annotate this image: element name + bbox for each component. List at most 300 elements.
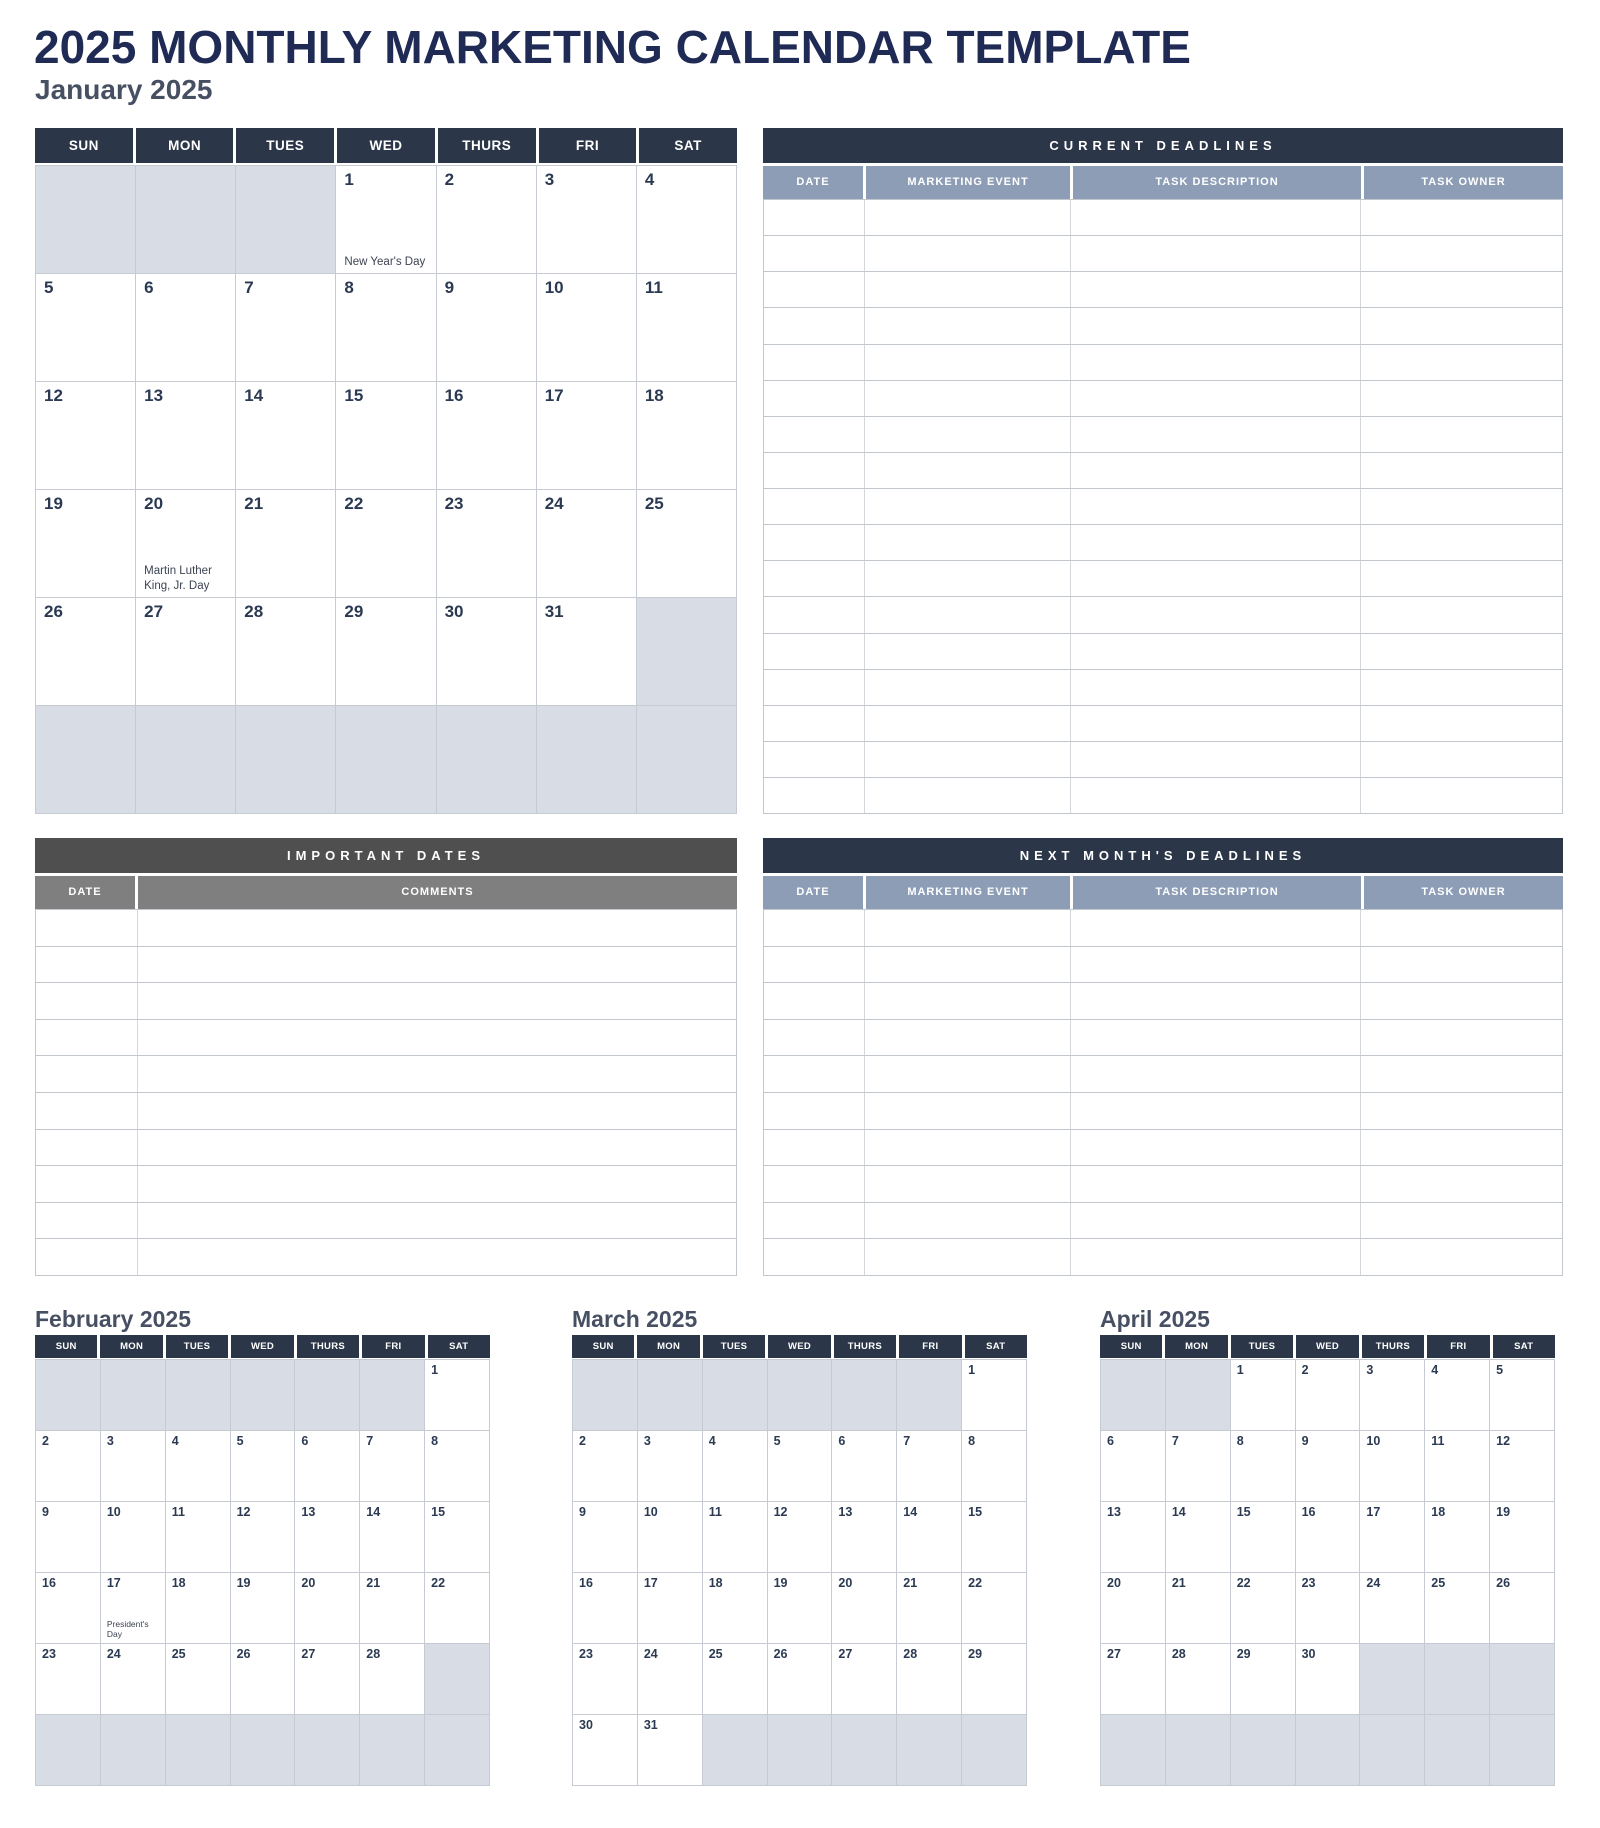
day-cell-13[interactable] — [832, 1502, 896, 1572]
empty-cell[interactable] — [1361, 947, 1562, 983]
empty-cell[interactable] — [764, 597, 865, 632]
day-cell-13[interactable] — [295, 1502, 359, 1572]
day-cell-11[interactable] — [703, 1502, 767, 1572]
empty-cell[interactable] — [36, 1056, 138, 1092]
empty-cell[interactable] — [1071, 910, 1361, 946]
blank-day-cell[interactable] — [1490, 1644, 1554, 1714]
day-cell-23[interactable] — [36, 1644, 100, 1714]
day-cell-2[interactable] — [437, 166, 536, 273]
day-cell-19[interactable] — [231, 1573, 295, 1643]
empty-cell[interactable] — [138, 1093, 736, 1129]
day-cell-2[interactable] — [36, 1431, 100, 1501]
day-cell-7[interactable] — [897, 1431, 961, 1501]
blank-day-cell[interactable] — [1166, 1715, 1230, 1785]
day-number: 19 — [773, 1576, 788, 1590]
empty-cell[interactable] — [1361, 417, 1562, 452]
day-cell-10[interactable] — [537, 274, 636, 381]
empty-cell[interactable] — [1071, 561, 1361, 596]
empty-cell[interactable] — [764, 778, 865, 813]
day-cell-17[interactable] — [537, 382, 636, 489]
blank-day-cell[interactable] — [637, 598, 736, 705]
day-cell-14[interactable] — [897, 1502, 961, 1572]
blank-day-cell[interactable] — [236, 166, 335, 273]
empty-cell[interactable] — [1071, 200, 1361, 235]
empty-cell[interactable] — [865, 1130, 1071, 1166]
empty-cell[interactable] — [36, 910, 138, 946]
day-cell-15[interactable] — [1231, 1502, 1295, 1572]
day-cell-4[interactable] — [1425, 1360, 1489, 1430]
empty-cell[interactable] — [1361, 597, 1562, 632]
day-cell-3[interactable] — [1360, 1360, 1424, 1430]
empty-cell[interactable] — [1071, 706, 1361, 741]
day-cell-12[interactable] — [768, 1502, 832, 1572]
empty-cell[interactable] — [764, 1239, 865, 1275]
empty-cell[interactable] — [138, 983, 736, 1019]
empty-cell[interactable] — [1071, 525, 1361, 560]
empty-cell[interactable] — [36, 1166, 138, 1202]
empty-cell[interactable] — [865, 1166, 1071, 1202]
day-cell-26[interactable] — [768, 1644, 832, 1714]
day-cell-21[interactable] — [360, 1573, 424, 1643]
day-cell-1[interactable] — [1231, 1360, 1295, 1430]
day-cell-31[interactable] — [537, 598, 636, 705]
empty-cell[interactable] — [764, 910, 865, 946]
blank-day-cell[interactable] — [897, 1360, 961, 1430]
empty-cell[interactable] — [865, 561, 1071, 596]
blank-day-cell[interactable] — [897, 1715, 961, 1785]
blank-day-cell[interactable] — [1425, 1644, 1489, 1714]
empty-cell[interactable] — [865, 706, 1071, 741]
day-cell-15[interactable] — [962, 1502, 1026, 1572]
day-cell-26[interactable] — [36, 598, 135, 705]
empty-cell[interactable] — [865, 345, 1071, 380]
table-row — [36, 1203, 736, 1240]
empty-cell[interactable] — [1071, 1166, 1361, 1202]
empty-cell[interactable] — [764, 947, 865, 983]
empty-cell[interactable] — [1361, 706, 1562, 741]
day-cell-5[interactable] — [768, 1431, 832, 1501]
day-cell-25[interactable] — [1425, 1573, 1489, 1643]
empty-cell[interactable] — [764, 561, 865, 596]
day-cell-19[interactable] — [768, 1573, 832, 1643]
empty-cell[interactable] — [764, 983, 865, 1019]
empty-cell[interactable] — [764, 525, 865, 560]
blank-day-cell[interactable] — [832, 1715, 896, 1785]
empty-cell[interactable] — [865, 525, 1071, 560]
empty-cell[interactable] — [36, 947, 138, 983]
day-cell-22[interactable] — [425, 1573, 489, 1643]
day-cell-18[interactable] — [637, 382, 736, 489]
blank-day-cell[interactable] — [236, 706, 335, 813]
blank-day-cell[interactable] — [768, 1715, 832, 1785]
blank-day-cell[interactable] — [1231, 1715, 1295, 1785]
empty-cell[interactable] — [865, 272, 1071, 307]
empty-cell[interactable] — [36, 1020, 138, 1056]
empty-cell[interactable] — [865, 236, 1071, 271]
empty-cell[interactable] — [1361, 1166, 1562, 1202]
empty-cell[interactable] — [865, 910, 1071, 946]
empty-cell[interactable] — [1071, 670, 1361, 705]
day-cell-9[interactable] — [36, 1502, 100, 1572]
day-cell-14[interactable] — [236, 382, 335, 489]
empty-cell[interactable] — [865, 489, 1071, 524]
day-cell-8[interactable] — [425, 1431, 489, 1501]
day-cell-28[interactable] — [360, 1644, 424, 1714]
day-cell-23[interactable] — [437, 490, 536, 597]
empty-cell[interactable] — [764, 308, 865, 343]
empty-cell[interactable] — [865, 200, 1071, 235]
empty-cell[interactable] — [764, 417, 865, 452]
empty-cell[interactable] — [865, 453, 1071, 488]
empty-cell[interactable] — [865, 983, 1071, 1019]
empty-cell[interactable] — [36, 1239, 138, 1275]
empty-cell[interactable] — [138, 1166, 736, 1202]
empty-cell[interactable] — [1071, 453, 1361, 488]
blank-day-cell[interactable] — [36, 706, 135, 813]
empty-cell[interactable] — [1071, 272, 1361, 307]
day-cell-29[interactable] — [336, 598, 435, 705]
day-cell-20[interactable] — [295, 1573, 359, 1643]
empty-cell[interactable] — [1071, 1056, 1361, 1092]
empty-cell[interactable] — [764, 706, 865, 741]
empty-cell[interactable] — [865, 1239, 1071, 1275]
blank-day-cell[interactable] — [962, 1715, 1026, 1785]
blank-day-cell[interactable] — [637, 706, 736, 813]
empty-cell[interactable] — [865, 597, 1071, 632]
blank-day-cell[interactable] — [101, 1715, 165, 1785]
empty-cell[interactable] — [1361, 1130, 1562, 1166]
blank-day-cell[interactable] — [1425, 1715, 1489, 1785]
blank-day-cell[interactable] — [136, 706, 235, 813]
blank-day-cell[interactable] — [36, 1715, 100, 1785]
blank-day-cell[interactable] — [537, 706, 636, 813]
day-cell-2[interactable] — [573, 1431, 637, 1501]
day-cell-9[interactable] — [573, 1502, 637, 1572]
empty-cell[interactable] — [865, 670, 1071, 705]
empty-cell[interactable] — [1071, 778, 1361, 813]
empty-cell[interactable] — [1071, 417, 1361, 452]
empty-cell[interactable] — [1361, 634, 1562, 669]
blank-day-cell[interactable] — [295, 1360, 359, 1430]
empty-cell[interactable] — [1361, 1239, 1562, 1275]
empty-cell[interactable] — [865, 742, 1071, 777]
day-cell-28[interactable] — [1166, 1644, 1230, 1714]
day-cell-7[interactable] — [360, 1431, 424, 1501]
empty-cell[interactable] — [1071, 345, 1361, 380]
empty-cell[interactable] — [1071, 1239, 1361, 1275]
empty-cell[interactable] — [764, 200, 865, 235]
blank-day-cell[interactable] — [638, 1360, 702, 1430]
blank-day-cell[interactable] — [1360, 1715, 1424, 1785]
day-cell-10[interactable] — [638, 1502, 702, 1572]
day-cell-27[interactable] — [295, 1644, 359, 1714]
day-cell-4[interactable] — [166, 1431, 230, 1501]
blank-day-cell[interactable] — [336, 706, 435, 813]
empty-cell[interactable] — [138, 1239, 736, 1275]
day-cell-5[interactable] — [231, 1431, 295, 1501]
empty-cell[interactable] — [1071, 947, 1361, 983]
empty-cell[interactable] — [865, 1203, 1071, 1239]
empty-cell[interactable] — [764, 1056, 865, 1092]
day-cell-18[interactable] — [1425, 1502, 1489, 1572]
empty-cell[interactable] — [1361, 236, 1562, 271]
blank-day-cell[interactable] — [1101, 1715, 1165, 1785]
day-cell-21[interactable] — [897, 1573, 961, 1643]
empty-cell[interactable] — [764, 1020, 865, 1056]
day-cell-4[interactable] — [637, 166, 736, 273]
empty-cell[interactable] — [1071, 1020, 1361, 1056]
day-cell-27[interactable] — [1101, 1644, 1165, 1714]
day-cell-29[interactable] — [962, 1644, 1026, 1714]
day-cell-23[interactable] — [573, 1644, 637, 1714]
day-cell-16[interactable] — [36, 1573, 100, 1643]
day-cell-30[interactable] — [573, 1715, 637, 1785]
empty-cell[interactable] — [764, 345, 865, 380]
day-cell-12[interactable] — [231, 1502, 295, 1572]
day-cell-15[interactable] — [425, 1502, 489, 1572]
day-cell-16[interactable] — [1296, 1502, 1360, 1572]
empty-cell[interactable] — [1071, 742, 1361, 777]
day-cell-13[interactable] — [1101, 1502, 1165, 1572]
day-cell-30[interactable] — [437, 598, 536, 705]
day-cell-6[interactable] — [136, 274, 235, 381]
empty-cell[interactable] — [138, 910, 736, 946]
day-cell-1[interactable] — [962, 1360, 1026, 1430]
day-cell-26[interactable] — [1490, 1573, 1554, 1643]
empty-cell[interactable] — [1361, 1203, 1562, 1239]
day-cell-17[interactable] — [1360, 1502, 1424, 1572]
empty-cell[interactable] — [138, 1020, 736, 1056]
empty-cell[interactable] — [764, 381, 865, 416]
empty-cell[interactable] — [1361, 1056, 1562, 1092]
blank-day-cell[interactable] — [231, 1715, 295, 1785]
day-cell-21[interactable] — [1166, 1573, 1230, 1643]
blank-day-cell[interactable] — [425, 1644, 489, 1714]
empty-cell[interactable] — [865, 1020, 1071, 1056]
empty-cell[interactable] — [1071, 1203, 1361, 1239]
day-cell-10[interactable] — [1360, 1431, 1424, 1501]
empty-cell[interactable] — [1361, 1020, 1562, 1056]
day-cell-22[interactable] — [1231, 1573, 1295, 1643]
empty-cell[interactable] — [1071, 983, 1361, 1019]
blank-day-cell[interactable] — [166, 1360, 230, 1430]
empty-cell[interactable] — [764, 453, 865, 488]
day-cell-5[interactable] — [36, 274, 135, 381]
day-cell-9[interactable] — [1296, 1431, 1360, 1501]
blank-day-cell[interactable] — [832, 1360, 896, 1430]
empty-cell[interactable] — [1071, 308, 1361, 343]
blank-day-cell[interactable] — [1360, 1644, 1424, 1714]
day-cell-19[interactable] — [1490, 1502, 1554, 1572]
day-cell-27[interactable] — [136, 598, 235, 705]
empty-cell[interactable] — [1361, 308, 1562, 343]
blank-day-cell[interactable] — [1296, 1715, 1360, 1785]
empty-cell[interactable] — [764, 1130, 865, 1166]
empty-cell[interactable] — [138, 1056, 736, 1092]
blank-day-cell[interactable] — [437, 706, 536, 813]
empty-cell[interactable] — [1361, 453, 1562, 488]
empty-cell[interactable] — [865, 417, 1071, 452]
blank-day-cell[interactable] — [36, 166, 135, 273]
day-cell-17[interactable] — [638, 1573, 702, 1643]
empty-cell[interactable] — [764, 272, 865, 307]
weekday-header-thurs: THURS — [834, 1335, 896, 1358]
day-cell-6[interactable] — [1101, 1431, 1165, 1501]
day-cell-8[interactable] — [336, 274, 435, 381]
empty-cell[interactable] — [1071, 634, 1361, 669]
blank-day-cell[interactable] — [1490, 1715, 1554, 1785]
day-cell-20[interactable] — [832, 1573, 896, 1643]
day-cell-28[interactable] — [236, 598, 335, 705]
empty-cell[interactable] — [138, 1203, 736, 1239]
day-cell-26[interactable] — [231, 1644, 295, 1714]
empty-cell[interactable] — [36, 1093, 138, 1129]
day-cell-24[interactable] — [1360, 1573, 1424, 1643]
blank-day-cell[interactable] — [360, 1715, 424, 1785]
day-cell-31[interactable] — [638, 1715, 702, 1785]
empty-cell[interactable] — [1361, 561, 1562, 596]
day-cell-4[interactable] — [703, 1431, 767, 1501]
day-cell-25[interactable] — [166, 1644, 230, 1714]
blank-day-cell[interactable] — [1101, 1360, 1165, 1430]
blank-day-cell[interactable] — [703, 1715, 767, 1785]
day-cell-27[interactable] — [832, 1644, 896, 1714]
empty-cell[interactable] — [138, 1130, 736, 1166]
empty-cell[interactable] — [1361, 200, 1562, 235]
empty-cell[interactable] — [764, 634, 865, 669]
day-number: 6 — [301, 1434, 309, 1448]
blank-day-cell[interactable] — [166, 1715, 230, 1785]
day-cell-1[interactable] — [425, 1360, 489, 1430]
day-cell-5[interactable] — [1490, 1360, 1554, 1430]
empty-cell[interactable] — [865, 778, 1071, 813]
empty-cell[interactable] — [1361, 525, 1562, 560]
day-cell-22[interactable] — [962, 1573, 1026, 1643]
blank-day-cell[interactable] — [703, 1360, 767, 1430]
day-cell-7[interactable] — [1166, 1431, 1230, 1501]
empty-cell[interactable] — [764, 1166, 865, 1202]
day-cell-25[interactable] — [703, 1644, 767, 1714]
empty-cell[interactable] — [1361, 778, 1562, 813]
day-cell-25[interactable] — [637, 490, 736, 597]
blank-day-cell[interactable] — [295, 1715, 359, 1785]
empty-cell[interactable] — [1071, 236, 1361, 271]
day-cell-13[interactable] — [136, 382, 235, 489]
day-cell-18[interactable] — [703, 1573, 767, 1643]
blank-day-cell[interactable] — [360, 1360, 424, 1430]
blank-day-cell[interactable] — [101, 1360, 165, 1430]
empty-cell[interactable] — [1361, 670, 1562, 705]
day-cell-11[interactable] — [637, 274, 736, 381]
empty-cell[interactable] — [865, 947, 1071, 983]
day-cell-14[interactable] — [360, 1502, 424, 1572]
day-cell-14[interactable] — [1166, 1502, 1230, 1572]
empty-cell[interactable] — [138, 947, 736, 983]
empty-cell[interactable] — [865, 1093, 1071, 1129]
blank-day-cell[interactable] — [768, 1360, 832, 1430]
day-cell-3[interactable] — [638, 1431, 702, 1501]
blank-day-cell[interactable] — [136, 166, 235, 273]
day-cell-7[interactable] — [236, 274, 335, 381]
empty-cell[interactable] — [1361, 489, 1562, 524]
day-cell-29[interactable] — [1231, 1644, 1295, 1714]
day-cell-24[interactable] — [638, 1644, 702, 1714]
day-cell-11[interactable] — [166, 1502, 230, 1572]
day-cell-15[interactable] — [336, 382, 435, 489]
blank-day-cell[interactable] — [1166, 1360, 1230, 1430]
empty-cell[interactable] — [36, 1130, 138, 1166]
blank-day-cell[interactable] — [425, 1715, 489, 1785]
day-cell-19[interactable] — [36, 490, 135, 597]
day-cell-30[interactable] — [1296, 1644, 1360, 1714]
day-cell-8[interactable] — [962, 1431, 1026, 1501]
day-cell-23[interactable] — [1296, 1573, 1360, 1643]
day-cell-28[interactable] — [897, 1644, 961, 1714]
empty-cell[interactable] — [764, 236, 865, 271]
empty-cell[interactable] — [1361, 272, 1562, 307]
day-cell-10[interactable] — [101, 1502, 165, 1572]
empty-cell[interactable] — [1361, 345, 1562, 380]
empty-cell[interactable] — [764, 670, 865, 705]
empty-cell[interactable] — [1361, 910, 1562, 946]
day-cell-18[interactable] — [166, 1573, 230, 1643]
empty-cell[interactable] — [764, 489, 865, 524]
day-cell-9[interactable] — [437, 274, 536, 381]
empty-cell[interactable] — [865, 308, 1071, 343]
day-cell-1[interactable] — [336, 166, 435, 273]
blank-day-cell[interactable] — [573, 1360, 637, 1430]
empty-cell[interactable] — [764, 742, 865, 777]
empty-cell[interactable] — [764, 1203, 865, 1239]
empty-cell[interactable] — [1071, 597, 1361, 632]
day-cell-3[interactable] — [101, 1431, 165, 1501]
empty-cell[interactable] — [36, 1203, 138, 1239]
day-cell-2[interactable] — [1296, 1360, 1360, 1430]
empty-cell[interactable] — [865, 1056, 1071, 1092]
empty-cell[interactable] — [1361, 983, 1562, 1019]
day-cell-24[interactable] — [101, 1644, 165, 1714]
empty-cell[interactable] — [36, 983, 138, 1019]
day-cell-12[interactable] — [1490, 1431, 1554, 1501]
day-cell-20[interactable] — [136, 490, 235, 597]
day-cell-8[interactable] — [1231, 1431, 1295, 1501]
empty-cell[interactable] — [1361, 742, 1562, 777]
day-cell-6[interactable] — [295, 1431, 359, 1501]
day-cell-12[interactable] — [36, 382, 135, 489]
blank-day-cell[interactable] — [231, 1360, 295, 1430]
day-cell-21[interactable] — [236, 490, 335, 597]
day-cell-11[interactable] — [1425, 1431, 1489, 1501]
day-cell-20[interactable] — [1101, 1573, 1165, 1643]
day-cell-24[interactable] — [537, 490, 636, 597]
empty-cell[interactable] — [764, 1093, 865, 1129]
empty-cell[interactable] — [1071, 489, 1361, 524]
day-cell-22[interactable] — [336, 490, 435, 597]
day-cell-16[interactable] — [437, 382, 536, 489]
day-cell-17[interactable] — [101, 1573, 165, 1643]
day-cell-6[interactable] — [832, 1431, 896, 1501]
empty-cell[interactable] — [1071, 1130, 1361, 1166]
day-cell-3[interactable] — [537, 166, 636, 273]
empty-cell[interactable] — [865, 634, 1071, 669]
empty-cell[interactable] — [1361, 1093, 1562, 1129]
day-cell-16[interactable] — [573, 1573, 637, 1643]
empty-cell[interactable] — [1361, 381, 1562, 416]
empty-cell[interactable] — [1071, 1093, 1361, 1129]
empty-cell[interactable] — [865, 381, 1071, 416]
empty-cell[interactable] — [1071, 381, 1361, 416]
blank-day-cell[interactable] — [36, 1360, 100, 1430]
